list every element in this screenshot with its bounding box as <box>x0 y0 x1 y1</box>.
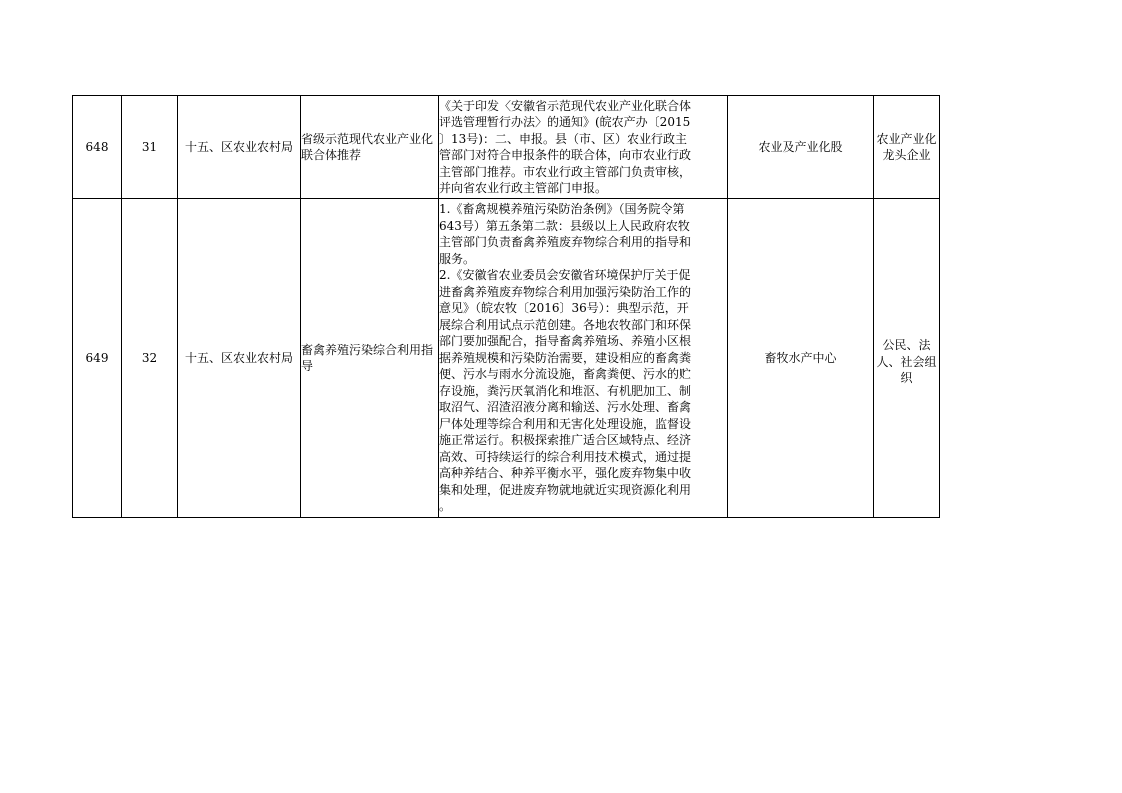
row-sub-number-text: 31 <box>141 139 158 154</box>
department-cell <box>178 199 301 518</box>
row-sequence-number <box>73 96 122 199</box>
target-object-cell <box>874 199 940 518</box>
item-name-text: 畜禽养殖污染综合利用指导 <box>301 342 434 373</box>
row-sequence-number-text: 648 <box>85 139 109 154</box>
row-sub-number-text: 32 <box>141 350 158 365</box>
department-text: 十五、区农业农村局 <box>184 350 293 365</box>
table-row <box>73 96 940 199</box>
legal-basis-cell <box>439 199 728 518</box>
target-object-text: 公民、法人、社会组织 <box>876 338 937 386</box>
legal-basis-cell <box>439 96 728 199</box>
legal-basis-text: 《关于印发〈安徽省示范现代农业产业化联合体 评选管理暂行办法〉的通知》(皖农产办〔2015 〕13号)：二、申报。县（市、区）农业行政主 管部门对符合申报条件的联合体，向市农业行政 主管部门推荐。市农业行政主管部门负责审核， 并向省农业行政主管部门申报。 <box>439 98 692 195</box>
department-text: 十五、区农业农村局 <box>184 139 293 154</box>
table-row <box>73 199 940 518</box>
responsible-office-cell <box>728 199 874 518</box>
responsible-office-text: 农业及产业化股 <box>758 139 843 154</box>
row-sub-number <box>122 199 178 518</box>
target-object-cell <box>874 96 940 199</box>
legal-basis-text: 1.《畜禽规模养殖污染防治条例》（国务院令第 643号）第五条第二款：县级以上人民政府农牧 主管部门负责畜禽养殖废弃物综合利用的指导和 服务。 2.《安徽省农业委员会安徽省环境保护厅关于促 进畜禽养殖废弃物综合利用加强污染防治工作的 意见》（皖农牧〔2016〕36号）：典型示范，开 展综合利用试点示范创建。各地农牧部门和环保 部门要加强配合，指导畜禽养殖场、养殖小区根 据养殖规模和污染防治需要，建设相应的畜禽粪 便、污水与雨水分流设施，畜禽粪便、污水的贮 存设施，粪污厌氧消化和堆沤、有机肥加工、制 取沼气、沼渣沼液分离和输送、污水处理、畜禽 尸体处理等综合利用和无害化处理设施，监督设 施正常运行。积极探索推广适合区域特点、经济 高效、可持续运行的综合利用技术模式，通过提 高种养结合、种养平衡水平，强化废弃物集中收 集和处理，促进废弃物就地就近实现资源化利用 。 <box>439 202 692 514</box>
responsible-office-cell <box>728 96 874 199</box>
catalog-table <box>72 95 940 518</box>
row-sequence-number <box>73 199 122 518</box>
row-sub-number <box>122 96 178 199</box>
item-name-cell <box>301 199 439 518</box>
item-name-cell <box>301 96 439 199</box>
row-sequence-number-text: 649 <box>85 350 109 365</box>
department-cell <box>178 96 301 199</box>
item-name-text: 省级示范现代农业产业化联合体推荐 <box>301 131 434 162</box>
responsible-office-text: 畜牧水产中心 <box>764 350 837 365</box>
target-object-text: 农业产业化龙头企业 <box>876 131 937 162</box>
table-body <box>73 96 940 518</box>
